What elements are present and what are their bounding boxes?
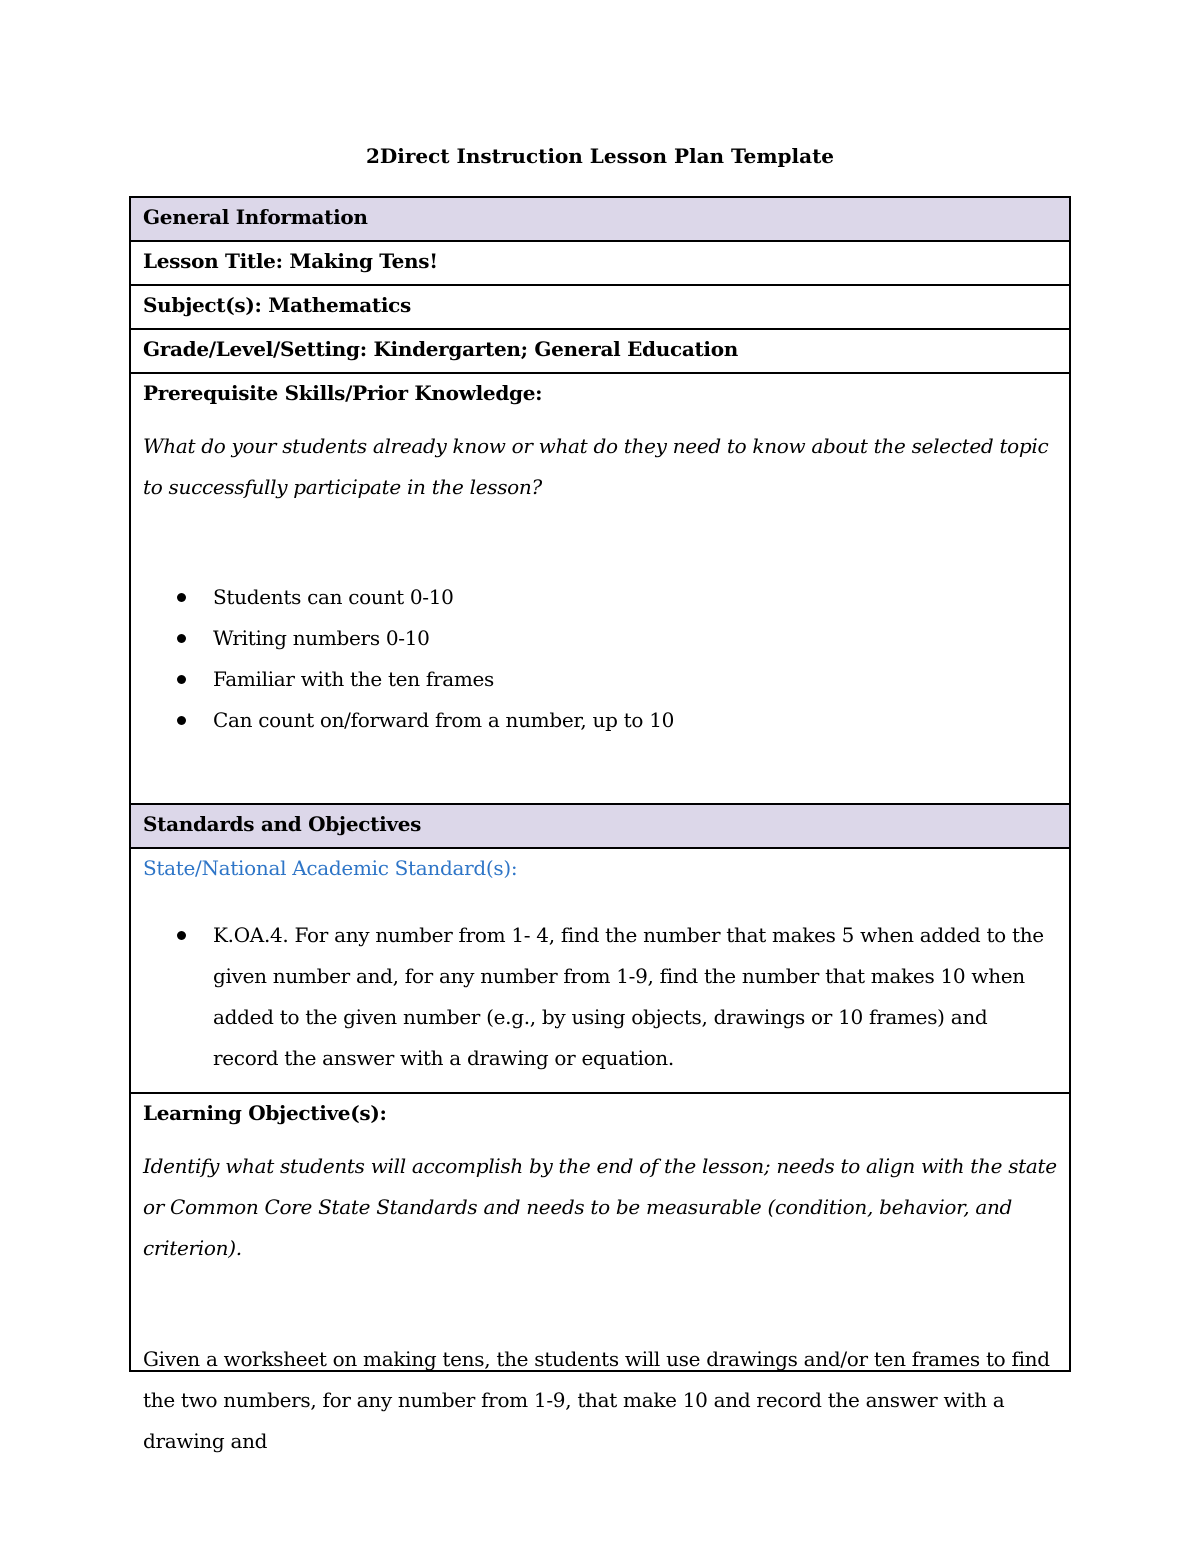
list-item: K.OA.4. For any number from 1- 4, find the number that makes 5 when added to the given number and, for any number from 1-9, find the number that makes 10 when added to the given number (e.g., by using objects, drawings or 10 frames) and record the answer with a drawing or equation. — [213, 915, 1057, 1079]
list-item: Can count on/forward from a number, up to 10 — [213, 700, 1057, 741]
prerequisite-list — [143, 577, 1057, 741]
subjects-row — [131, 286, 1069, 330]
document-title: 2Direct Instruction Lesson Plan Template — [365, 144, 835, 168]
learning-objectives-text: Given a worksheet on making tens, the students will use drawings and/or ten frames to find the two numbers, for any number from 1-9, that make 10 and record the answer with a drawing and — [143, 1347, 1050, 1453]
lesson-title-label: Lesson Title: — [143, 249, 283, 273]
grade-level-row — [131, 330, 1069, 374]
standards-list — [143, 915, 1057, 1079]
standards-objectives-header — [131, 805, 1069, 849]
list-item: Writing numbers 0-10 — [213, 618, 1057, 659]
list-item: Students can count 0-10 — [213, 577, 1057, 618]
prerequisite-prompt: What do your students already know or what do they need to know about the selected topic to successfully participate in the lesson? — [143, 434, 1049, 499]
lesson-plan-table — [129, 196, 1071, 1453]
grade-level-label: Grade/Level/Setting: — [143, 337, 367, 361]
learning-objectives-prompt: Identify what students will accomplish by the end of the lesson; needs to align with the state or Common Core State Standards and needs to be measurable (condition, behavior, and criterion). — [143, 1154, 1057, 1260]
standards-section — [131, 849, 1069, 1094]
learning-objectives-section — [131, 1094, 1069, 1453]
list-item: Familiar with the ten frames — [213, 659, 1057, 700]
standards-objectives-label: Standards and Objectives — [143, 812, 422, 836]
grade-level-value: Kindergarten; General Education — [373, 337, 739, 361]
learning-objectives-label: Learning Objective(s): — [143, 1101, 387, 1125]
general-information-label: General Information — [143, 205, 368, 229]
general-information-header — [131, 198, 1069, 242]
subjects-label: Subject(s): — [143, 293, 262, 317]
lesson-title-value: Making Tens! — [289, 249, 438, 273]
state-standards-label: State/National Academic Standard(s): — [143, 856, 518, 880]
subjects-value: Mathematics — [268, 293, 411, 317]
prerequisite-label: Prerequisite Skills/Prior Knowledge: — [143, 381, 543, 405]
lesson-title-row — [131, 242, 1069, 286]
prerequisite-section — [131, 374, 1069, 805]
